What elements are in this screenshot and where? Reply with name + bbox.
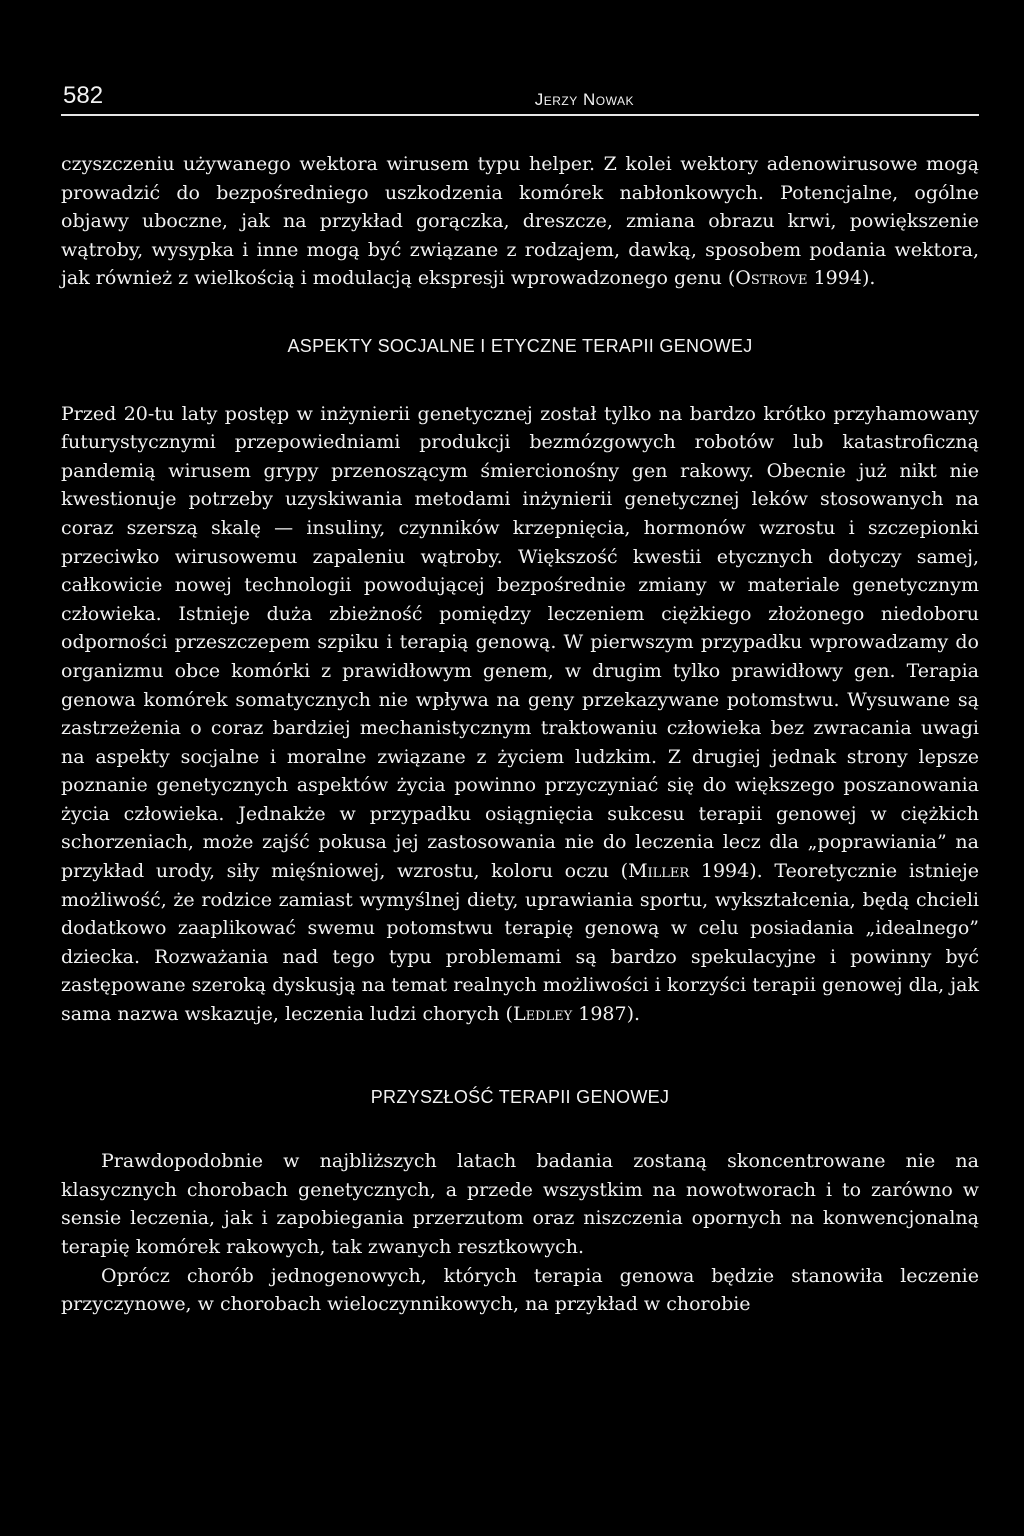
future-paragraph-2: Oprócz chorób jednogenowych, których terapia genowa będzie stanowiła leczenie przyczynowe, w chorobach wieloczynnikowych, na przykład w chorobie <box>61 1264 979 1316</box>
intro-paragraph <box>61 150 979 293</box>
section-heading-future: PRZYSZŁOŚĆ TERAPII GENOWEJ <box>370 1086 670 1107</box>
ethics-text-part1: Przed 20-tu laty postęp w inżynierii genetycznej został tylko na bardzo krótko przyhamowany futurystycznymi przepowiedniami produkcji bezmózgowych robotów lub katastroficzną pandemią wirusem grypy przenoszącym śmiercionośny gen rakowy. Obecnie już nikt nie kwestionuje potrzeby uzyskiwania metodami inżynierii genetycznej leków stosowanych na coraz szerszą skalę — insuliny, czynników krzepnięcia, hormonów wzrostu i szczepionki przeciwko wirusowemu zapaleniu wątroby. Większość kwestii etycznych dotyczy samej, całkowicie nowej technologii powodującej bezpośrednie zmiany w materiale genetycznym człowieka. Istnieje duża zbieżność pomiędzy leczeniem ciężkiego złożonego niedoboru odporności przeszczepem szpiku i terapią genową. W pierwszym przypadku wprowadzamy do organizmu obce komórki z prawidłowym genem, w drugim tylko prawidłowy gen. Terapia genowa komórek somatycznych nie wpływa na geny przekazywane potomstwu. Wysuwane są zastrzeżenia o coraz bardziej mechanistycznym traktowaniu człowieka bez zwracania uwagi na aspekty socjalne i moralne związane z życiem ludzkim. Z drugiej jednak strony lepsze poznanie genetycznych aspektów życia powinno przyczyniać się do większego poszanowania życia człowieka. Jednakże w przypadku osiągnięcia sukcesu terapii genowej w ciężkich schorzeniach, może zajść pokusa jej zastosowania nie do leczenia lecz dla „poprawiania” na przykład urody, siły mięśniowej, wzrostu, koloru oczu ( <box>61 402 979 883</box>
page-number: 582 <box>63 82 104 109</box>
citation-year: 1994). <box>807 267 876 290</box>
future-paragraph-1: Prawdopodobnie w najbliższych latach badania zostaną skoncentrowane nie na klasycznych chorobach genetycznych, a przede wszystkim na nowotworach i to zarówno w sensie leczenia, jak i zapobiegania przerzutom oraz niszczenia opornych na konwencjonalną terapię komórek rakowych, tak zwanych resztkowych. <box>61 1150 979 1258</box>
page <box>61 70 979 1319</box>
ethics-text-part3: 1987). <box>572 1003 641 1026</box>
running-header <box>61 70 979 116</box>
ethics-paragraph <box>61 400 979 1029</box>
body-text <box>61 150 979 1319</box>
intro-text: czyszczeniu używanego wektora wirusem typu helper. Z kolei wektory adenowirusowe mogą prowadzić do bezpośredniego uszkodzenia komórek nabłonkowych. Potencjalne, ogólne objawy uboczne, jak na przykład gorączka, dreszcze, zmiana obrazu krwi, powiększenie wątroby, wysypka i inne mogą być związane z rodzajem, dawką, sposobem podania wektora, jak również z wielkością i modulacją ekspresji wprowadzonego genu ( <box>61 153 979 290</box>
running-author: Jerzy Nowak <box>534 90 634 109</box>
section-heading-ethics: ASPEKTY SOCJALNE I ETYCZNE TERAPII GENOWEJ <box>287 335 753 356</box>
citation-author: Ostrove <box>735 267 808 290</box>
citation-author: Miller <box>628 860 690 883</box>
ethics-text-part2: 1994). Teoretycznie istnieje możliwość, że rodzice zamiast wymyślnej diety, uprawiania sportu, wykształcenia, będą chcieli dodatkowo zaaplikować swemu potomstwu terapię genową w celu posiadania „idealnego” dziecka. Rozważania nad tego typu problemami są bardzo spekulacyjne i powinny być zastępowane szeroką dyskusją na temat realnych możliwości i korzyści terapii genowej dla, jak sama nazwa wskazuje, leczenia ludzi chorych ( <box>61 860 979 1026</box>
citation-author: Ledley <box>512 1003 573 1026</box>
